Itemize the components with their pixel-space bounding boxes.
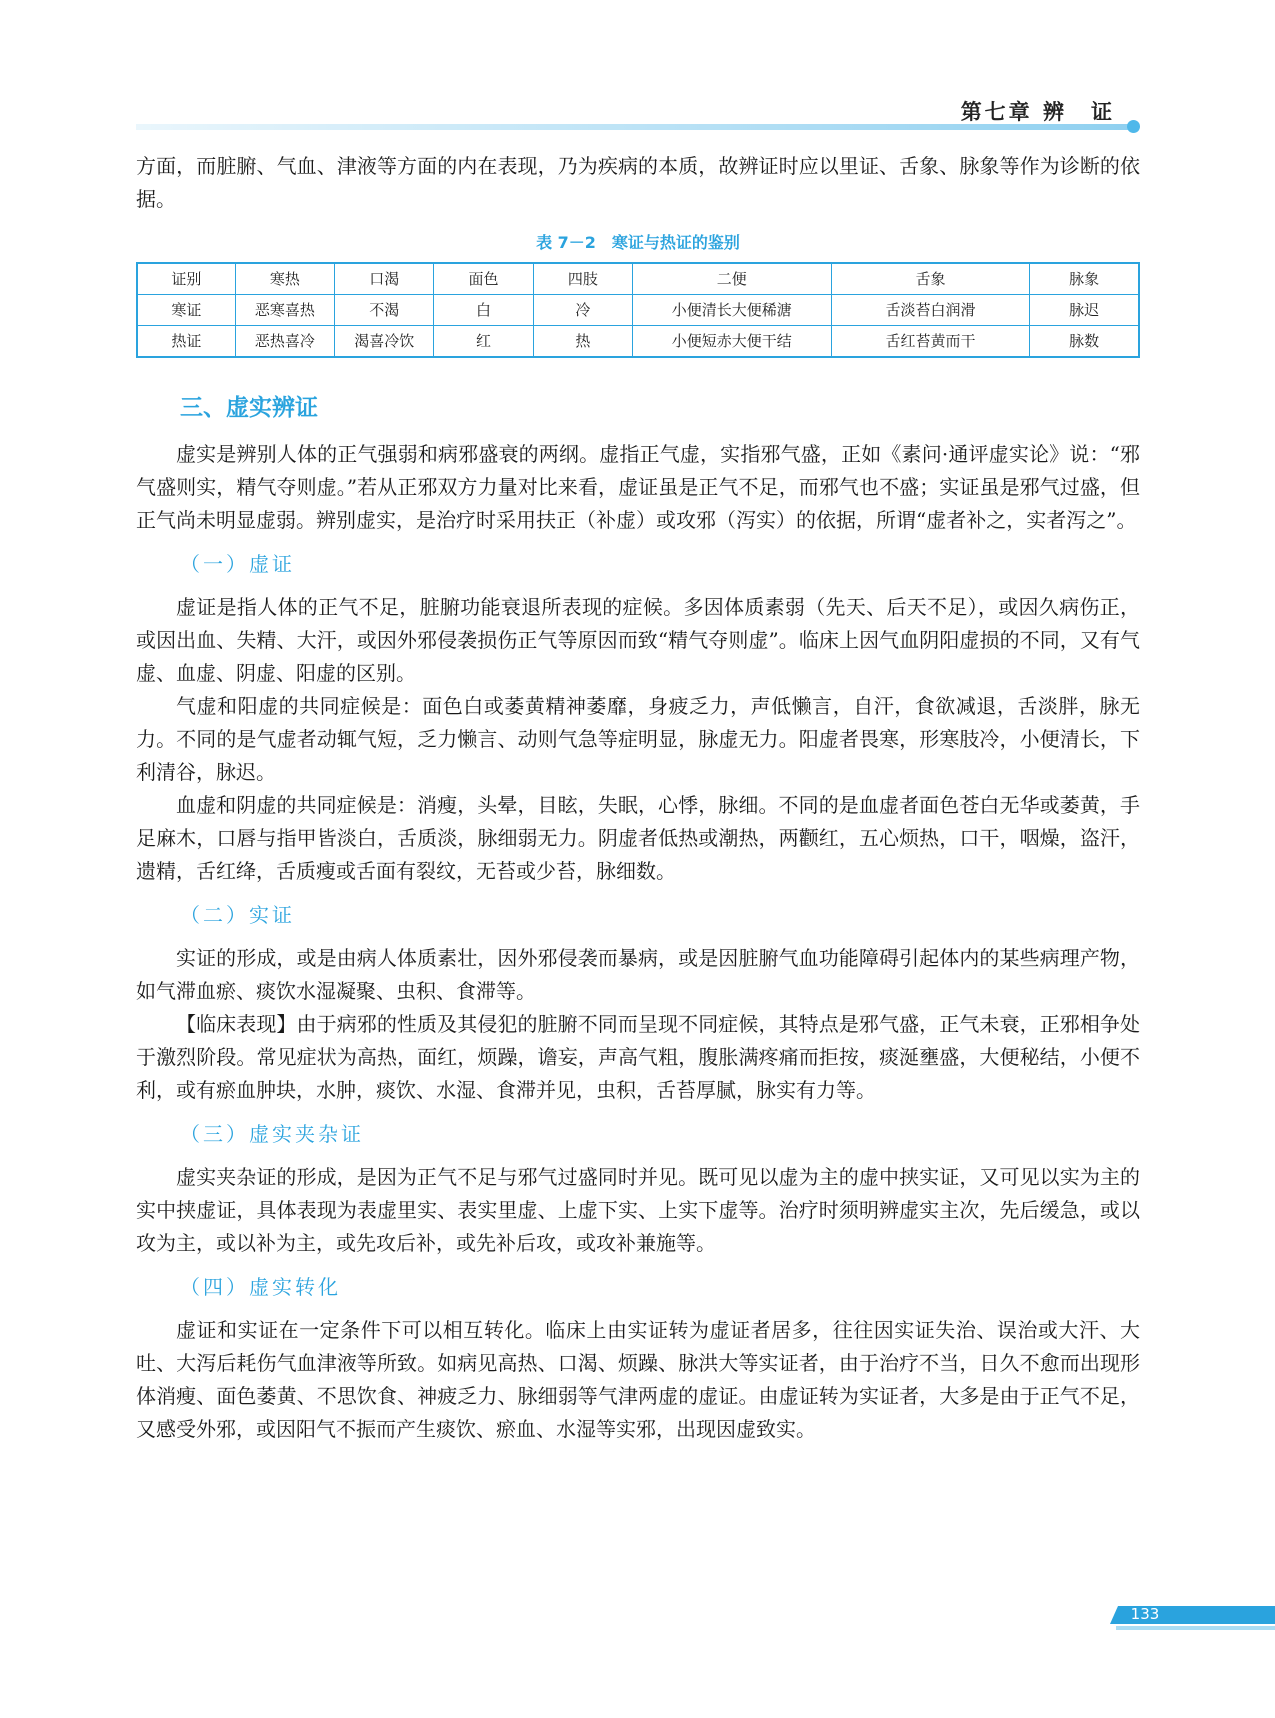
intro-paragraph: 方面，而脏腑、气血、津液等方面的内在表现，乃为疾病的本质，故辨证时应以里证、舌象、脉象等作为诊断的依据。 [136,154,1140,211]
table-cell: 不渴 [335,295,434,326]
table-header-cell: 脉象 [1030,263,1139,295]
paragraph: 虚实夹杂证的形成，是因为正气不足与邪气过盛同时并见。既可见以虚为主的虚中挟实证，又可见以实为主的实中挟虚证，具体表现为表虚里实、表实里虚、上虚下实、上实下虚等。治疗时须明辨虚实主次，先后缓急，或以攻为主，或以补为主，或先攻后补，或先补后攻，或攻补兼施等。 [136,1165,1140,1255]
header-dot [1127,120,1140,133]
page-content [136,150,1140,1446]
table-row [137,326,1139,358]
comparison-table [136,262,1140,358]
table-cell: 恶热喜冷 [235,326,334,358]
table-header-cell: 证别 [137,263,235,295]
subsection-title-deficiency: （一）虚证 [180,552,295,576]
paragraph: 气虚和阳虚的共同症候是：面色白或萎黄精神萎靡，身疲乏力，声低懒言，自汗，食欲减退，舌淡胖，脉无力。不同的是气虚者动辄气短，乏力懒言、动则气急等症明显，脉虚无力。阳虚者畏寒，形寒肢冷，小便清长，下利清谷，脉迟。 [136,694,1140,784]
header-divider [136,124,1132,130]
table-row [137,295,1139,326]
table-cell: 小便短赤大便干结 [632,326,831,358]
page-number: 133 [1130,1605,1160,1623]
table-header-cell: 二便 [632,263,831,295]
section-paragraph: 虚实是辨别人体的正气强弱和病邪盛衰的两纲。虚指正气虚，实指邪气盛，正如《素问·通评虚实论》说：“邪气盛则实，精气夺则虚。”若从正邪双方力量对比来看，虚证虽是正气不足，而邪气也不盛；实证虽是邪气过盛，但正气尚未明显虚弱。辨别虚实，是治疗时采用扶正（补虚）或攻邪（泻实）的依据，所谓“虚者补之，实者泻之”。 [136,442,1140,532]
table-caption: 表 7－2 寒证与热证的鉴别 [536,233,740,252]
table-header-cell: 寒热 [235,263,334,295]
subsection-title-mixed: （三）虚实夹杂证 [180,1122,364,1146]
paragraph: 血虚和阴虚的共同症候是：消瘦，头晕，目眩，失眠，心悸，脉细。不同的是血虚者面色苍白无华或萎黄，手足麻木，口唇与指甲皆淡白，舌质淡，脉细弱无力。阴虚者低热或潮热，两颧红，五心烦热，口干，咽燥，盗汗，遗精，舌红绛，舌质瘦或舌面有裂纹，无苔或少苔，脉细数。 [136,793,1140,883]
chapter-title: 第七章 辨 证 [960,99,1115,124]
paragraph: 【临床表现】由于病邪的性质及其侵犯的脏腑不同而呈现不同症候，其特点是邪气盛，正气未衰，正邪相争处于激烈阶段。常见症状为高热，面红，烦躁，谵妄，声高气粗，腹胀满疼痛而拒按，痰涎壅盛，大便秘结，小便不利，或有瘀血肿块，水肿，痰饮、水湿、食滞并见，虫积，舌苔厚腻，脉实有力等。 [136,1012,1140,1102]
section-title: 三、虚实辨证 [180,395,318,421]
table-cell: 舌红苔黄而干 [831,326,1030,358]
table-header-cell: 面色 [434,263,533,295]
subsection-title-excess: （二）实证 [180,903,295,927]
table-cell: 冷 [533,295,632,326]
page-number-underline [1116,1626,1275,1630]
paragraph: 虚证是指人体的正气不足，脏腑功能衰退所表现的症候。多因体质素弱（先天、后天不足），或因久病伤正，或因出血、失精、大汗，或因外邪侵袭损伤正气等原因而致“精气夺则虚”。临床上因气血阴阳虚损的不同，又有气虚、血虚、阴虚、阳虚的区别。 [136,595,1140,685]
table-cell: 热证 [137,326,235,358]
table-cell: 白 [434,295,533,326]
paragraph: 虚证和实证在一定条件下可以相互转化。临床上由实证转为虚证者居多，往往因实证失治、误治或大汗、大吐、大泻后耗伤气血津液等所致。如病见高热、口渴、烦躁、脉洪大等实证者，由于治疗不当，日久不愈而出现形体消瘦、面色萎黄、不思饮食、神疲乏力、脉细弱等气津两虚的虚证。由虚证转为实证者，大多是由于正气不足，又感受外邪，或因阳气不振而产生痰饮、瘀血、水湿等实邪，出现因虚致实。 [136,1318,1140,1441]
table-header-cell: 口渴 [335,263,434,295]
table-cell: 红 [434,326,533,358]
table-cell: 小便清长大便稀溏 [632,295,831,326]
table-cell: 脉迟 [1030,295,1139,326]
table-cell: 渴喜冷饮 [335,326,434,358]
subsection-title-transformation: （四）虚实转化 [180,1275,341,1299]
table-header-cell: 舌象 [831,263,1030,295]
table-header-row [137,263,1139,295]
table-header-cell: 四肢 [533,263,632,295]
table-cell: 脉数 [1030,326,1139,358]
table-cell: 舌淡苔白润滑 [831,295,1030,326]
table-cell: 寒证 [137,295,235,326]
paragraph: 实证的形成，或是由病人体质素壮，因外邪侵袭而暴病，或是因脏腑气血功能障碍引起体内的某些病理产物，如气滞血瘀、痰饮水湿凝聚、虫积、食滞等。 [136,946,1140,1003]
table-cell: 热 [533,326,632,358]
table-cell: 恶寒喜热 [235,295,334,326]
